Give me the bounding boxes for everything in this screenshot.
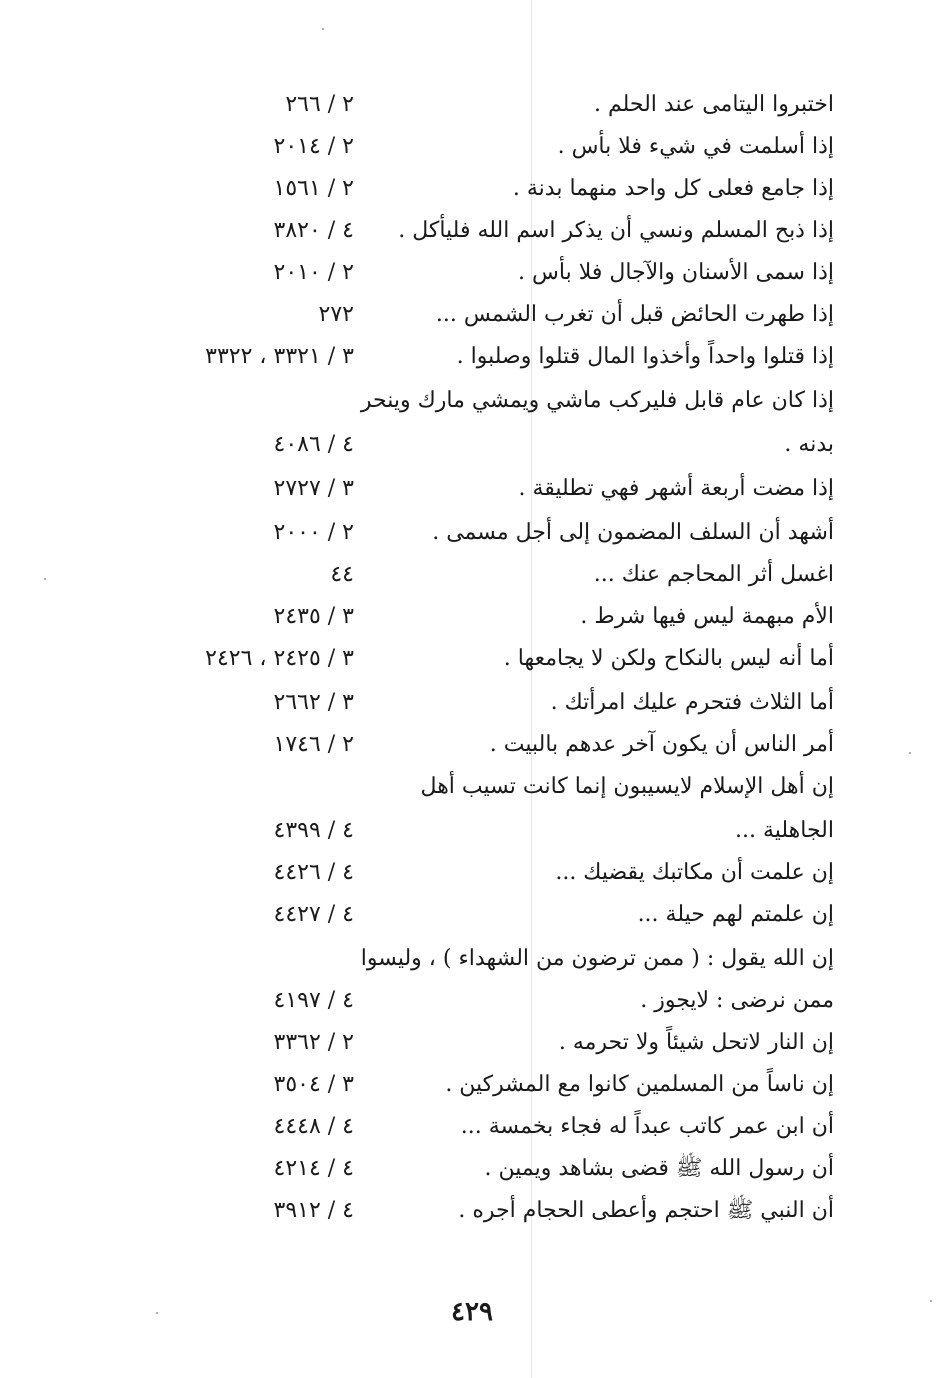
hadith-text: أمر الناس أن يكون آخر عدهم بالبيت .	[489, 732, 834, 757]
index-entry	[0, 84, 944, 126]
hadith-text: إن أهل الإسلام لايسيبون إنما كانت تسيب أهل	[420, 774, 834, 799]
scan-speck	[322, 28, 324, 30]
hadith-text: أما أنه ليس بالنكاح ولكن لا يجامعها .	[503, 646, 834, 671]
hadith-text: بدنه .	[784, 432, 834, 457]
index-entry	[0, 424, 944, 466]
reference-number: ٤ / ٤٣٩٩	[273, 818, 354, 843]
hadith-text: اغسل أثر المحاجم عنك ...	[593, 562, 834, 587]
reference-number: ٤ / ٤٢١٤	[273, 1156, 354, 1181]
index-entry	[0, 1106, 944, 1148]
reference-number: ٣ / ٢٧٢٧	[273, 476, 354, 501]
hadith-text: الأم مبهمة ليس فيها شرط .	[580, 604, 834, 629]
index-entry	[0, 724, 944, 766]
index-entry	[0, 554, 944, 596]
hadith-text: إن علمت أن مكاتبك يقضيك ...	[555, 860, 834, 885]
reference-number: ٢ / ٢٠١٠	[273, 260, 354, 285]
index-entry	[0, 1148, 944, 1190]
reference-number: ٢ / ١٧٤٦	[273, 732, 354, 757]
index-entry	[0, 852, 944, 894]
reference-number: ٤ / ٤١٩٧	[273, 988, 354, 1013]
page-number: ٤٢٩	[451, 1297, 493, 1327]
scan-speck	[156, 1312, 158, 1314]
index-entry	[0, 894, 944, 936]
hadith-text: أشهد أن السلف المضمون إلى أجل مسمى .	[432, 520, 834, 545]
hadith-text: إن ناساً من المسلمين كانوا مع المشركين .	[445, 1072, 834, 1097]
index-entry	[0, 168, 944, 210]
hadith-text: إذا ذبح المسلم ونسي أن يذكر اسم الله فليأكل .	[398, 218, 834, 243]
reference-number: ٣ / ٢٤٣٥	[273, 604, 354, 629]
index-entry	[0, 252, 944, 294]
reference-number: ٢ / ١٥٦١	[273, 176, 354, 201]
index-entry	[0, 210, 944, 252]
index-entry	[0, 336, 944, 378]
hadith-text: أن ابن عمر كاتب عبداً له فجاء بخمسة ...	[460, 1114, 834, 1139]
scan-speck	[930, 1300, 932, 1302]
index-entry	[0, 1064, 944, 1106]
reference-number: ٢ / ٢٠٠٠	[273, 520, 354, 545]
index-entry	[0, 1190, 944, 1232]
reference-number: ٢ / ٢٦٦	[285, 92, 354, 117]
reference-number: ٢ / ٣٣٦٢	[273, 1030, 354, 1055]
index-entry	[0, 1022, 944, 1064]
reference-number: ٤ / ٣٨٢٠	[273, 218, 354, 243]
index-entry	[0, 468, 944, 510]
reference-number: ٣ / ٣٣٢١ ، ٣٣٢٢	[205, 344, 354, 369]
index-entry	[0, 380, 944, 422]
index-entry	[0, 596, 944, 638]
index-entry	[0, 810, 944, 852]
reference-number: ٣ / ٣٥٠٤	[273, 1072, 354, 1097]
hadith-text: أما الثلاث فتحرم عليك امرأتك .	[550, 690, 834, 715]
hadith-text: إذا سمى الأسنان والآجال فلا بأس .	[518, 260, 834, 285]
hadith-text: إن النار لاتحل شيئاً ولا تحرمه .	[558, 1030, 834, 1055]
index-entry	[0, 294, 944, 336]
hadith-text: ممن نرضى : لايجوز .	[640, 988, 834, 1013]
reference-number: ٤ / ٤٤٤٨	[273, 1114, 354, 1139]
index-entry	[0, 512, 944, 554]
reference-number: ٤٤	[330, 562, 354, 587]
reference-number: ٤ / ٣٩١٢	[273, 1198, 354, 1223]
reference-number: ٣ / ٢٤٢٥ ، ٢٤٢٦	[205, 646, 354, 671]
hadith-text: إذا مضت أربعة أشهر فهي تطليقة .	[518, 476, 834, 501]
hadith-text: الجاهلية ...	[734, 818, 834, 843]
index-entry	[0, 638, 944, 680]
hadith-text: إذا كان عام قابل فليركب ماشي ويمشي مارك وينحر	[360, 388, 834, 413]
reference-number: ٤ / ٤٤٢٧	[273, 902, 354, 927]
reference-number: ٤ / ٤٤٢٦	[273, 860, 354, 885]
hadith-text: أن رسول الله ﷺ قضى بشاهد ويمين .	[484, 1156, 834, 1181]
index-entry	[0, 980, 944, 1022]
reference-number: ٣ / ٢٦٦٢	[273, 690, 354, 715]
reference-number: ٢٧٢	[318, 302, 354, 327]
index-entry	[0, 126, 944, 168]
hadith-text: إذا قتلوا واحداً وأخذوا المال قتلوا وصلبوا .	[456, 344, 834, 369]
index-entry	[0, 938, 944, 980]
hadith-text: إذا جامع فعلى كل واحد منهما بدنة .	[512, 176, 834, 201]
index-entry	[0, 682, 944, 724]
hadith-text: إن الله يقول : ( ممن ترضون من الشهداء ) ، وليسوا	[360, 946, 834, 971]
reference-number: ٢ / ٢٠١٤	[273, 134, 354, 159]
hadith-text: أن النبي ﷺ احتجم وأعطى الحجام أجره .	[458, 1198, 834, 1223]
index-entry	[0, 766, 944, 808]
hadith-text: اختبروا اليتامى عند الحلم .	[593, 92, 834, 117]
reference-number: ٤ / ٤٠٨٦	[273, 432, 354, 457]
hadith-text: إن علمتم لهم حيلة ...	[637, 902, 834, 927]
hadith-text: إذا طهرت الحائض قبل أن تغرب الشمس ...	[435, 302, 834, 327]
hadith-text: إذا أسلمت في شيء فلا بأس .	[557, 134, 834, 159]
